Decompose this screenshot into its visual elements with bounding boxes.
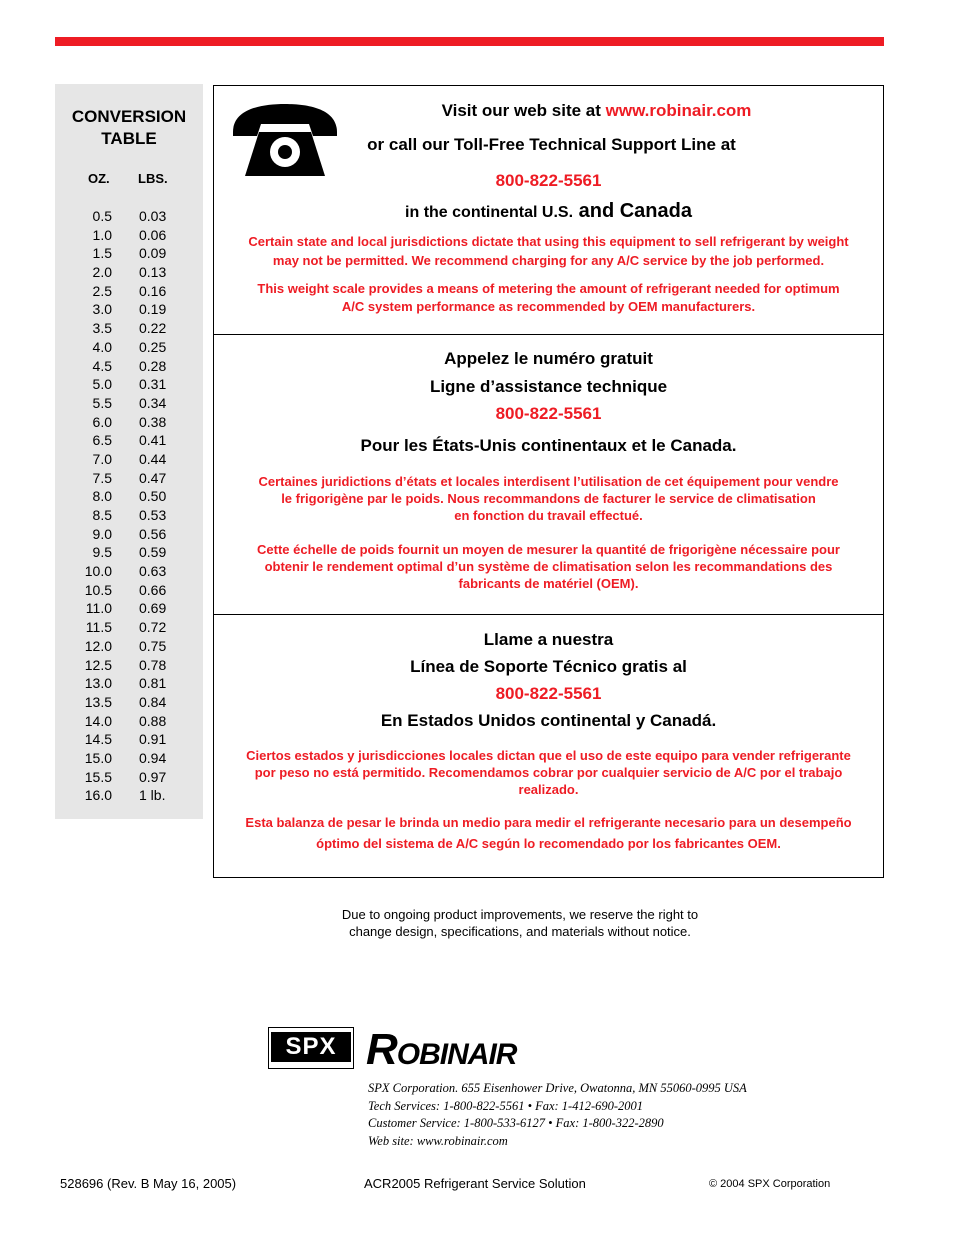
- lbs-value: 0.03: [139, 208, 167, 224]
- oz-value: 13.0: [84, 675, 112, 692]
- oz-value: 8.5: [92, 507, 112, 523]
- oz-value: 9.5: [92, 544, 112, 561]
- table-row: [55, 450, 203, 469]
- lbs-value: 0.66: [139, 581, 167, 598]
- heading-line: Línea de Soporte Técnico gratis al: [410, 657, 687, 676]
- oz-value: 4.5: [92, 357, 112, 374]
- table-row: [55, 244, 203, 263]
- table-row: [55, 469, 203, 488]
- heading-line: Pour les États-Unis continentaux et le Canada.: [360, 436, 737, 455]
- oz-value: 5.5: [92, 394, 112, 411]
- spx-logo: SPX: [268, 1027, 354, 1069]
- table-row: [55, 207, 203, 226]
- lbs-value: 0.16: [139, 282, 167, 299]
- heading-line: Ligne d’assistance technique: [429, 377, 668, 396]
- col-header-oz: OZ.: [88, 171, 110, 186]
- oz-value: 4.0: [92, 338, 112, 355]
- product-name: ACR2005 Refrigerant Service Solution: [364, 1176, 586, 1191]
- table-row: [55, 394, 203, 413]
- table-row: [55, 300, 203, 319]
- table-row: [55, 413, 203, 432]
- table-row: [55, 730, 203, 749]
- note-text: obtenir le rendement optimal d’un système de climatisation selon les recommandations des: [264, 559, 833, 574]
- spanish-section: [214, 614, 883, 878]
- table-row: [55, 599, 203, 618]
- lbs-value: 0.22: [139, 320, 167, 337]
- lbs-value: 0.41: [139, 432, 167, 449]
- lbs-value: 0.38: [139, 413, 167, 430]
- lbs-value: 0.09: [139, 245, 167, 262]
- table-row: [55, 581, 203, 600]
- note-text: fabricants de matériel (OEM).: [458, 576, 639, 591]
- oz-value: 1.5: [92, 245, 112, 262]
- lbs-value: 0.94: [139, 749, 167, 766]
- oz-value: 3.5: [92, 320, 112, 337]
- table-row: [55, 319, 203, 338]
- lbs-value: 0.59: [139, 544, 167, 561]
- oz-value: 6.0: [92, 413, 112, 430]
- oz-value: 15.0: [84, 749, 112, 766]
- lbs-value: 0.19: [139, 301, 167, 318]
- robinair-logo: ROBINAIR: [366, 1025, 517, 1074]
- lbs-value: 0.06: [139, 226, 167, 243]
- note-text: Certaines juridictions d’états et locales interdisent l’utilisation de cet équipement pour vendre: [258, 474, 839, 489]
- table-row: [55, 637, 203, 656]
- table-row: [55, 226, 203, 245]
- oz-value: 0.5: [92, 208, 112, 224]
- lbs-value: 0.50: [139, 488, 167, 505]
- call-line: or call our Toll-Free Technical Support Line at: [367, 135, 736, 154]
- lbs-value: 0.69: [139, 600, 167, 617]
- oz-value: 12.0: [84, 637, 112, 654]
- oz-value: 14.5: [84, 731, 112, 748]
- table-row: [55, 656, 203, 675]
- note-text: Cette échelle de poids fournit un moyen de mesurer la quantité de frigorigène nécessaire pour: [257, 542, 840, 557]
- table-row: [55, 618, 203, 637]
- lbs-value: 0.91: [139, 731, 167, 748]
- oz-value: 5.0: [92, 376, 112, 393]
- note-text: Esta balanza de pesar le brinda un medio para medir el refrigerante necesario para un desempeño: [245, 815, 852, 830]
- company-address: SPX Corporation. 655 Eisenhower Drive, Owatonna, MN 55060-0995 USA Tech Services: 1-800-822-5561 • Fax: 1-412-690-2001 Customer Service: 1-800-533-6127 • Fax: 1-800-322-2890 Web site: www.robinair.com: [368, 1080, 747, 1150]
- oz-value: 7.5: [92, 469, 112, 486]
- oz-value: 16.0: [84, 787, 112, 804]
- lbs-value: 0.88: [139, 712, 167, 729]
- part-number: 528696 (Rev. B May 16, 2005): [60, 1176, 237, 1191]
- table-row: [55, 562, 203, 581]
- table-row: [55, 693, 203, 712]
- disclaimer: Due to ongoing product improvements, we reserve the right to change design, specifications, and materials without notice.: [341, 907, 699, 939]
- conversion-rows: [55, 207, 203, 805]
- lbs-value: 0.53: [139, 507, 167, 523]
- table-row: [55, 487, 203, 506]
- lbs-value: 0.78: [139, 656, 167, 673]
- oz-value: 2.0: [92, 264, 112, 281]
- oz-value: 7.0: [92, 450, 112, 467]
- lbs-value: 0.44: [139, 450, 167, 467]
- table-row: [55, 712, 203, 731]
- phone-number-en: 800-822-5561: [495, 171, 602, 190]
- heading-line: Llame a nuestra: [483, 630, 614, 649]
- header-red-bar: [55, 37, 884, 46]
- table-row: [55, 263, 203, 282]
- table-row: [55, 282, 203, 301]
- phone-number-fr: 800-822-5561: [495, 404, 602, 423]
- oz-value: 8.0: [92, 488, 112, 505]
- oz-value: 12.5: [84, 656, 112, 673]
- lbs-value: 0.75: [139, 637, 167, 654]
- oz-value: 14.0: [84, 712, 112, 729]
- oz-value: 3.0: [92, 301, 112, 318]
- lbs-value: 0.97: [139, 768, 167, 785]
- french-section: [214, 334, 883, 614]
- lbs-value: 0.47: [139, 469, 167, 486]
- table-row: [55, 525, 203, 544]
- phone-number-es: 800-822-5561: [495, 684, 602, 703]
- conversion-table: [55, 84, 203, 819]
- lbs-value: 0.28: [139, 357, 167, 374]
- oz-value: 15.5: [84, 768, 112, 785]
- heading-line: En Estados Unidos continental y Canadá.: [380, 711, 717, 730]
- english-section: [214, 86, 883, 332]
- lbs-value: 0.13: [139, 264, 167, 281]
- lbs-value: 0.63: [139, 563, 167, 580]
- lbs-value: 0.25: [139, 338, 167, 355]
- note-text: A/C system performance as recommended by OEM manufacturers.: [341, 299, 756, 314]
- table-row: [55, 357, 203, 376]
- support-panel: [213, 85, 884, 878]
- oz-value: 1.0: [92, 226, 112, 243]
- oz-value: 9.0: [92, 525, 112, 542]
- heading-line: Appelez le numéro gratuit: [444, 349, 653, 368]
- note-text: Certain state and local jurisdictions dictate that using this equipment to sell refrigerant by weight: [248, 234, 849, 249]
- table-row: [55, 338, 203, 357]
- continental-line: in the continental U.S. and Canada: [405, 200, 692, 222]
- note-text: may not be permitted. We recommend charging for any A/C service by the job performed.: [272, 253, 825, 268]
- note-text: realizado.: [518, 782, 579, 797]
- col-header-lbs: LBS.: [138, 171, 168, 186]
- table-row: [55, 786, 203, 805]
- table-row: [55, 431, 203, 450]
- note-text: por peso no está permitido. Recomendamos cobrar por cualquier servicio de A/C por el trabajo: [254, 765, 843, 780]
- address-website[interactable]: Web site: www.robinair.com: [368, 1133, 508, 1148]
- oz-value: 13.5: [84, 693, 112, 710]
- note-text: óptimo del sistema de A/C según lo recomendado por los fabricantes OEM.: [316, 836, 781, 851]
- lbs-value: 0.31: [139, 376, 167, 393]
- table-row: [55, 506, 203, 525]
- lbs-value: 0.72: [139, 619, 167, 636]
- oz-value: 11.5: [85, 619, 112, 636]
- table-row: [55, 749, 203, 768]
- table-row: [55, 674, 203, 693]
- oz-value: 2.5: [92, 282, 112, 299]
- note-text: le frigorigène par le poids. Nous recommandons de facturer le service de climatisation: [281, 491, 816, 506]
- lbs-value: 0.34: [139, 394, 167, 411]
- website-line: Visit our web site at www.robinair.com: [441, 101, 752, 120]
- oz-value: 6.5: [92, 432, 112, 449]
- conversion-table-title: CONVERSION TABLE: [71, 107, 187, 148]
- table-row: [55, 543, 203, 562]
- lbs-value: 1 lb.: [139, 787, 166, 804]
- lbs-value: 0.84: [139, 693, 167, 710]
- lbs-value: 0.56: [139, 525, 167, 542]
- copyright: © 2004 SPX Corporation: [709, 1178, 831, 1190]
- table-row: [55, 768, 203, 787]
- oz-value: 10.5: [84, 581, 112, 598]
- lbs-value: 0.81: [139, 675, 167, 692]
- note-text: Ciertos estados y jurisdicciones locales dictan que el uso de este equipo para vender refrigerante: [246, 748, 851, 763]
- website-link[interactable]: www.robinair.com: [605, 101, 752, 120]
- oz-value: 10.0: [84, 563, 112, 580]
- note-text: en fonction du travail effectué.: [454, 508, 643, 523]
- oz-value: 11.0: [85, 600, 112, 617]
- table-row: [55, 375, 203, 394]
- note-text: This weight scale provides a means of metering the amount of refrigerant needed for optimum: [257, 281, 840, 296]
